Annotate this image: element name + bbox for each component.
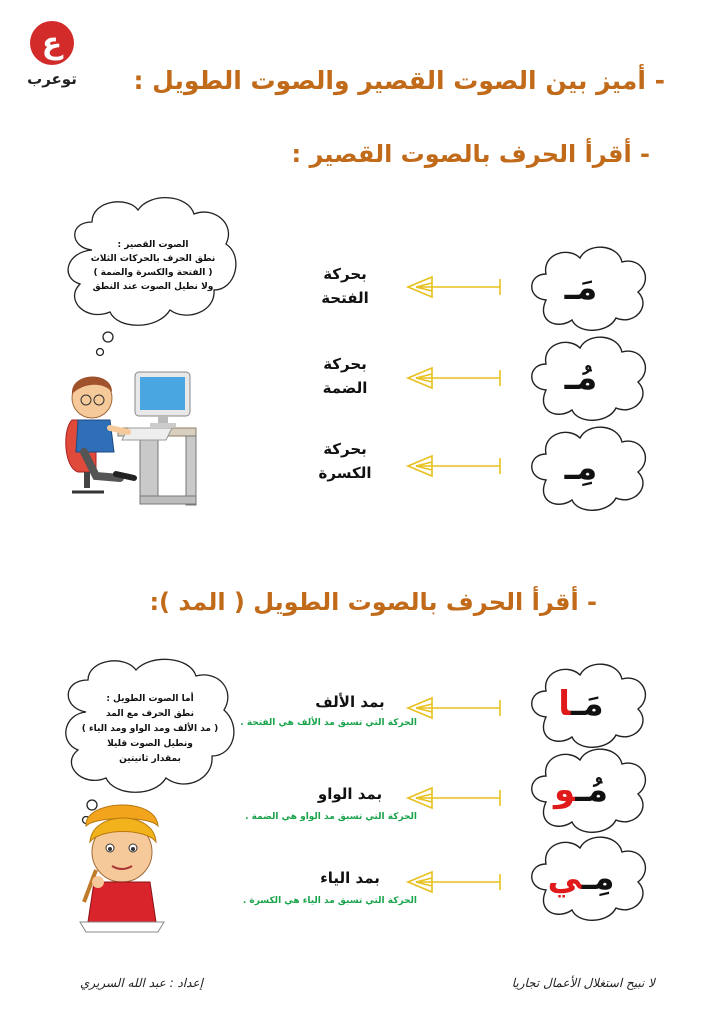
- arrow-left-icon: [408, 698, 500, 718]
- long-label: بمد الألف: [315, 693, 385, 711]
- bubble-text-short: [78, 238, 228, 294]
- letter-base: مِـ: [581, 858, 615, 898]
- letter-base: مَـ: [571, 684, 604, 724]
- letter-extension: ي: [547, 858, 582, 898]
- label-line: بحركة: [323, 440, 367, 458]
- long-note: الحركة التي تسبق مد الواو هي الضمة .: [245, 812, 417, 822]
- short-letter: مِـ: [564, 448, 598, 488]
- short-letter: مُـ: [564, 358, 598, 398]
- bubble-line: نطق الحرف مع المد: [105, 709, 195, 719]
- arrow-left-icon: [408, 788, 500, 808]
- svg-text:ع: ع: [41, 26, 63, 61]
- bubble-line: بمقدار ثانيتين: [119, 754, 181, 764]
- bubble-line: أما الصوت الطويل :: [106, 694, 194, 704]
- boy-writing-illustration: [80, 805, 164, 932]
- bubble-line: ( مد الألف ومد الواو ومد الياء ): [81, 724, 219, 734]
- bubble-line: ( الفتحة والكسرة والضمة ): [93, 268, 213, 278]
- arrow-left-icon: [408, 368, 500, 388]
- long-label: بمد الواو: [317, 785, 383, 803]
- long-letter: [526, 858, 636, 898]
- letter-extension: ا: [558, 684, 572, 724]
- section-long-title: - أقرأ الحرف بالصوت الطويل ( المد ):: [149, 588, 597, 616]
- section-short-title: - أقرأ الحرف بالصوت القصير :: [291, 140, 650, 168]
- logo-text: توعرب: [27, 70, 77, 88]
- bubble-text-long: [70, 692, 230, 767]
- short-letter: مَـ: [564, 268, 598, 308]
- short-label: [300, 352, 390, 400]
- long-letter: [526, 684, 636, 724]
- boy-at-computer-illustration: [66, 372, 196, 505]
- label-line: الفتحة: [321, 289, 369, 307]
- footer-copyright: لا نبيح استغلال الأعمال تجاريا: [511, 976, 655, 990]
- label-line: بحركة: [323, 355, 367, 373]
- long-letter: [526, 770, 636, 810]
- bubble-line: نطق الحرف بالحركات الثلاث: [90, 254, 216, 264]
- bubble-line: الصوت القصير :: [117, 240, 189, 250]
- bubble-line: ولا نطيل الصوت عند النطق: [92, 282, 214, 292]
- short-label: [300, 262, 390, 310]
- letter-base: مُـ: [575, 770, 608, 810]
- short-label: [300, 437, 390, 485]
- letter-extension: و: [554, 770, 576, 810]
- long-note: الحركة التي تسبق مد الألف هي الفتحة .: [240, 718, 417, 728]
- label-line: بحركة: [323, 265, 367, 283]
- label-line: الكسرة: [318, 464, 372, 482]
- arrow-left-icon: [408, 872, 500, 892]
- arrow-left-icon: [408, 456, 500, 476]
- arrow-left-icon: [408, 277, 500, 297]
- bubble-line: ونطيل الصوت قليلا: [107, 739, 193, 749]
- label-line: الضمة: [322, 379, 368, 397]
- long-label: بمد الياء: [320, 869, 380, 887]
- footer-author: إعداد : عبد الله السريري: [80, 976, 203, 990]
- main-title: - أميز بين الصوت القصير والصوت الطويل :: [133, 66, 665, 95]
- long-note: الحركة التي تسبق مد الياء هي الكسرة .: [242, 896, 417, 906]
